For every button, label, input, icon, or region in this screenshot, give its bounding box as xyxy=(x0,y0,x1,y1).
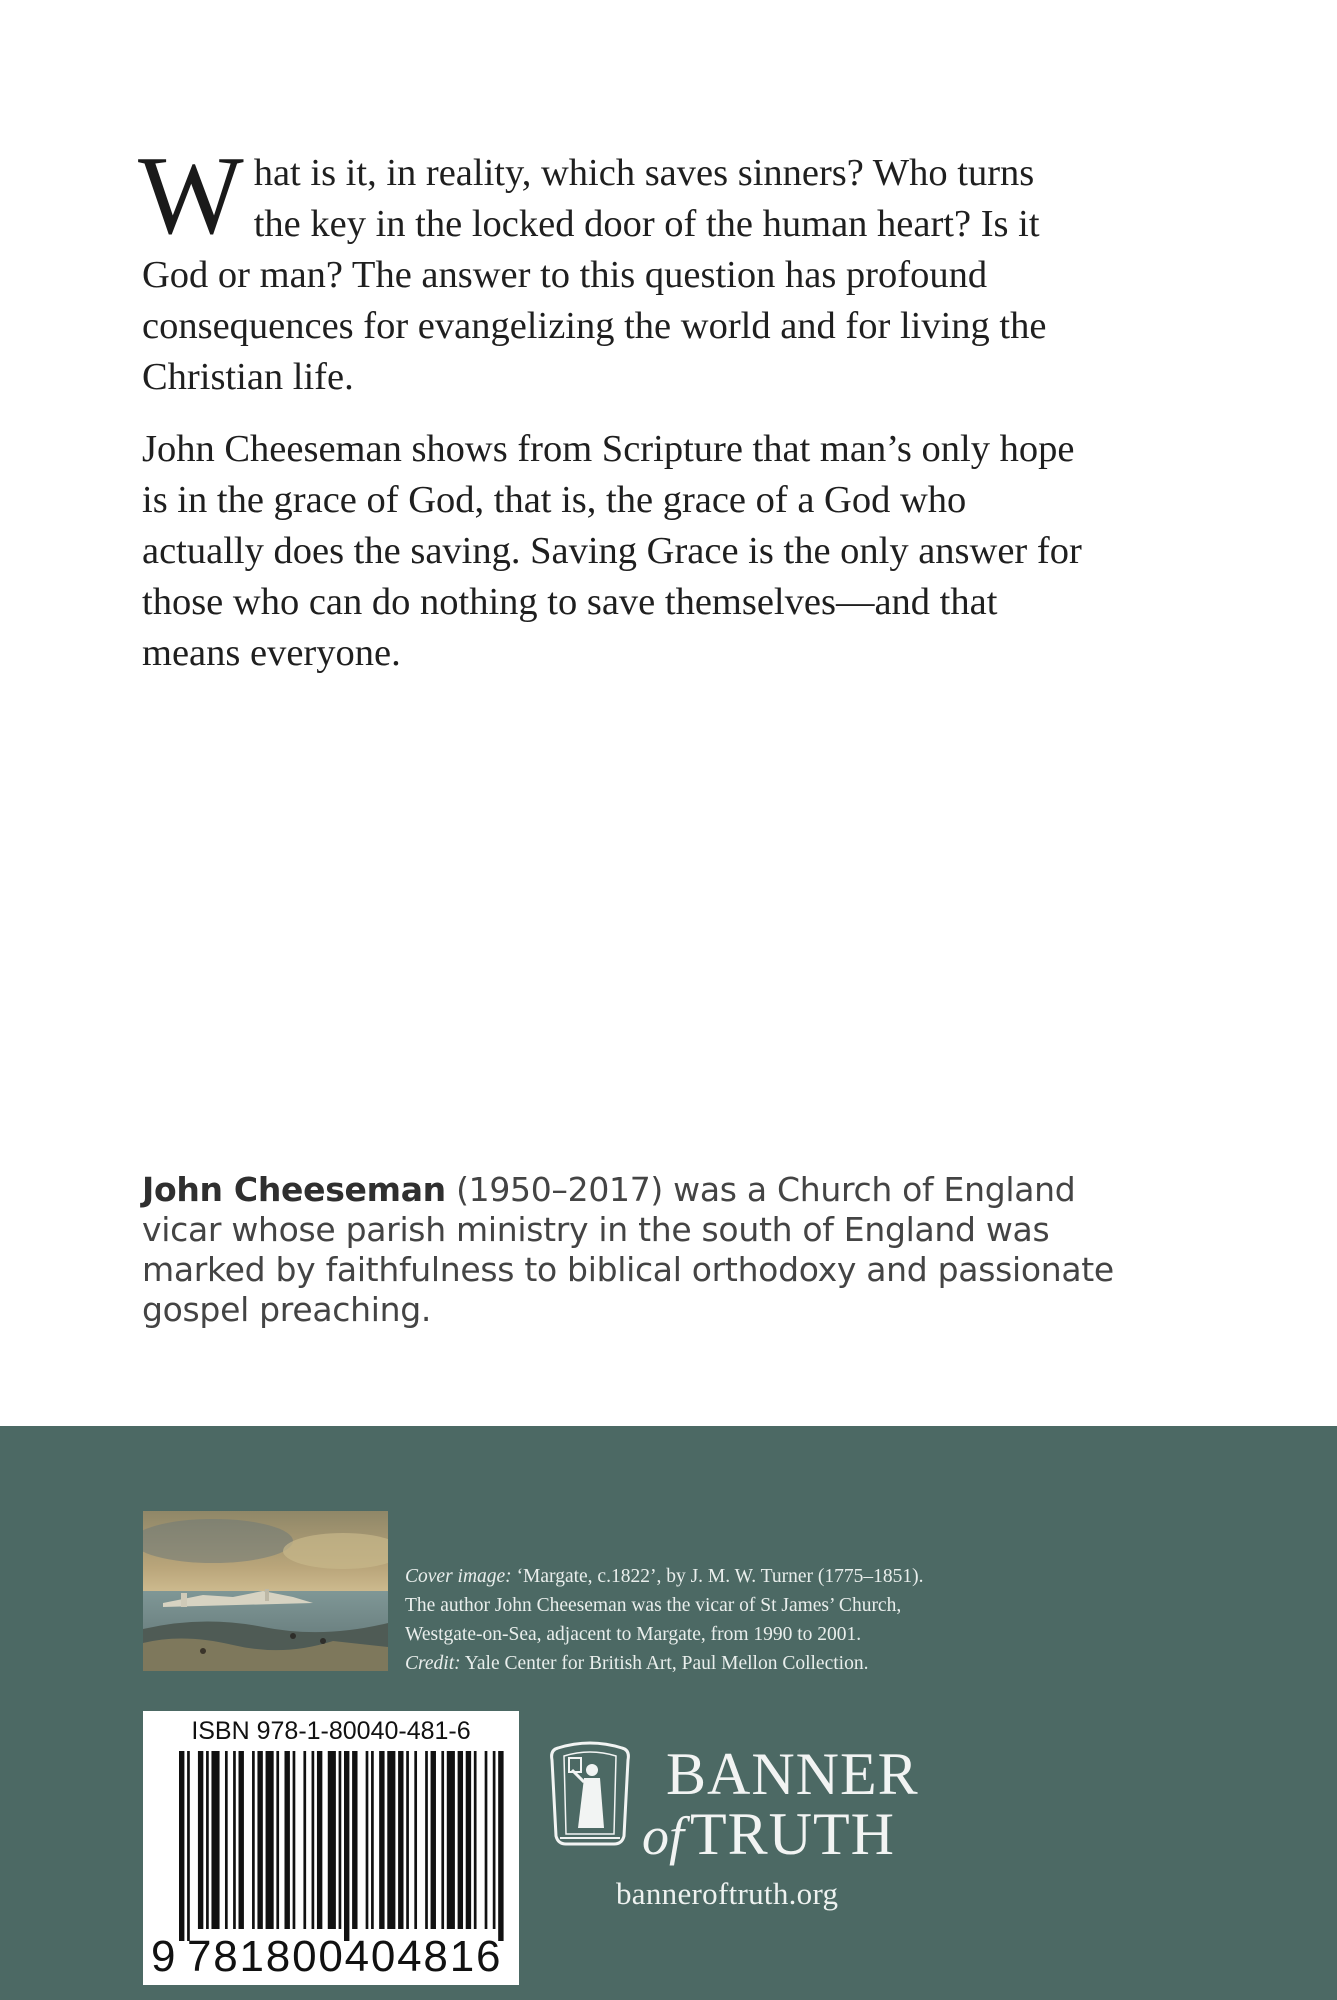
blurb-paragraph-1-text: hat is it, in reality, which saves sinners? Who turns the key in the locked door of the human heart? Is it God or man? The answer to this question has profound consequences for evangelizing the world and for living the Christian life. xyxy=(142,152,1047,398)
barcode-bar xyxy=(493,1751,496,1929)
barcode-bar xyxy=(284,1751,289,1929)
barcode-bar xyxy=(371,1751,374,1929)
barcode-bar xyxy=(425,1751,428,1929)
barcode-bar xyxy=(466,1751,471,1929)
ean-digits xyxy=(143,1933,519,1981)
author-name: John Cheeseman xyxy=(142,1170,446,1209)
credit-label: Credit: xyxy=(405,1653,461,1674)
barcode-bar xyxy=(312,1751,315,1929)
barcode-bar xyxy=(257,1751,262,1929)
barcode-bar xyxy=(398,1751,403,1929)
barcode-bar xyxy=(352,1751,357,1929)
barcode-bar xyxy=(414,1751,417,1929)
credit-line-4 xyxy=(405,1649,1025,1678)
barcode-bar xyxy=(406,1751,409,1929)
barcode-bar xyxy=(206,1751,209,1929)
publisher-of: of xyxy=(642,1806,685,1866)
publisher-truth: TRUTH xyxy=(690,1801,895,1867)
barcode-bar xyxy=(252,1751,255,1929)
author-bio-text: (1950–2017) was a Church of England vicar whose parish ministry in the south of England was marked by faithfulness to biblical orthodoxy and passionate gospel preaching. xyxy=(142,1170,1114,1329)
barcode-bar xyxy=(366,1751,369,1929)
barcode-bar xyxy=(211,1751,219,1929)
drop-cap: W xyxy=(138,134,244,258)
barcode-bar xyxy=(198,1751,203,1929)
barcode-panel xyxy=(143,1711,519,1985)
barcode-bar xyxy=(485,1751,488,1929)
credit-line-1-text: ‘Margate, c.1822’, by J. M. W. Turner (1775–1851). xyxy=(511,1566,924,1587)
barcode-bar xyxy=(293,1751,296,1929)
barcode-bar xyxy=(447,1751,455,1929)
credit-line-1 xyxy=(405,1562,1025,1591)
blurb xyxy=(138,134,1082,700)
barcode-bar xyxy=(474,1751,477,1929)
barcode-bar xyxy=(387,1751,395,1929)
isbn-number: ISBN 978-1-80040-481-6 xyxy=(191,1717,471,1745)
barcode-bar xyxy=(317,1751,322,1929)
barcode-bar xyxy=(431,1751,436,1929)
barcode-bar xyxy=(179,1751,184,1941)
publisher-name-line-1: BANNER xyxy=(666,1741,919,1807)
barcode-bar xyxy=(225,1751,228,1929)
barcode-bar xyxy=(339,1751,342,1929)
barcode-bar xyxy=(239,1751,244,1929)
barcode-bar xyxy=(458,1751,463,1929)
cover-image-label: Cover image: xyxy=(405,1566,512,1587)
credit-line-4-text: Yale Center for British Art, Paul Mellon Collection. xyxy=(460,1653,869,1674)
barcode-bar xyxy=(233,1751,236,1929)
barcode-bar xyxy=(303,1751,306,1929)
barcode-bar xyxy=(187,1751,190,1941)
ean-lead-digit: 9 xyxy=(151,1932,176,1981)
barcode-bar xyxy=(276,1751,279,1929)
ean-main-digits: 781800404816 xyxy=(187,1932,503,1981)
barcode-bar xyxy=(441,1751,444,1929)
publisher-website[interactable]: banneroftruth.org xyxy=(616,1876,839,1911)
credit-line-2: The author John Cheeseman was the vicar of St James’ Church, xyxy=(405,1595,902,1616)
cover-painting-thumbnail xyxy=(143,1511,388,1671)
barcode-bar xyxy=(498,1751,503,1941)
barcode-bar xyxy=(344,1751,349,1941)
publisher-name-line-2 xyxy=(642,1802,895,1868)
banner-of-truth-emblem-icon xyxy=(548,1740,632,1852)
blurb-paragraph-2: John Cheeseman shows from Scripture that man’s only hope is in the grace of God, that is, the grace of a God who actually does the saving. Saving Grace is the only answer for those who can do nothing to save themselves—and that means everyone. xyxy=(142,428,1082,674)
blurb-paragraph-1 xyxy=(138,134,1082,403)
barcode-bar xyxy=(328,1751,336,1929)
author-bio xyxy=(142,1170,1142,1330)
cover-image-credit xyxy=(405,1562,1025,1678)
barcode-bar xyxy=(379,1751,384,1929)
barcode-bar xyxy=(266,1751,274,1929)
credit-line-3: Westgate-on-Sea, adjacent to Margate, from 1990 to 2001. xyxy=(405,1624,862,1645)
